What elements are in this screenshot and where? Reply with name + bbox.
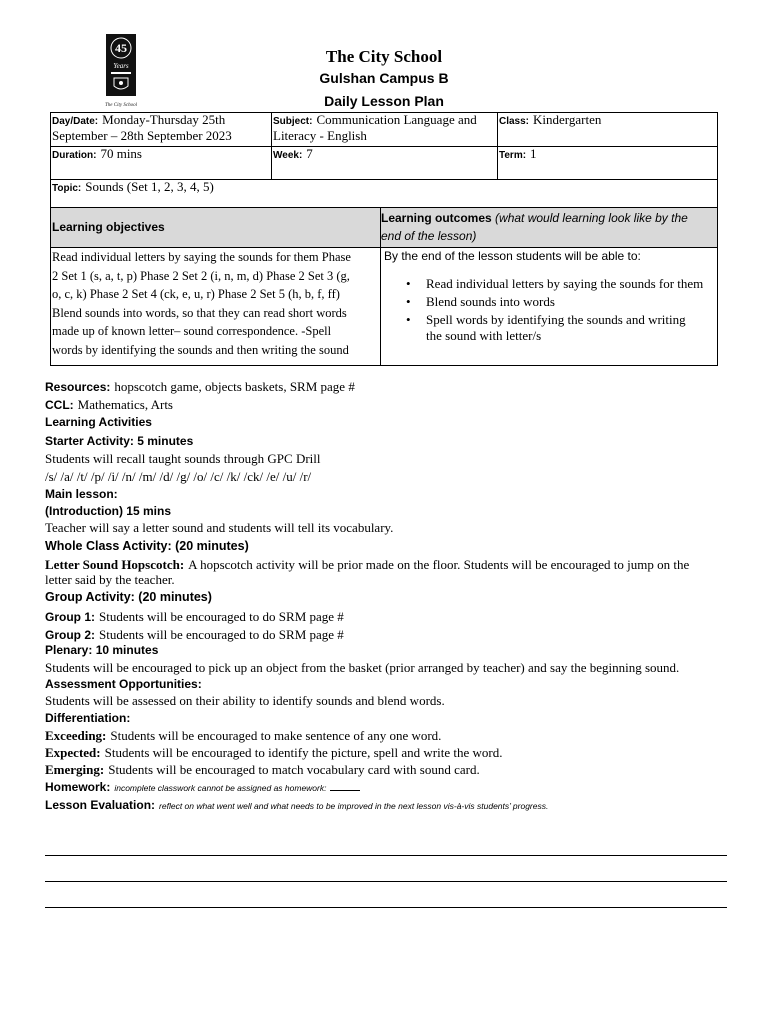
week-label: Week: [273,150,303,161]
outcomes-intro: By the end of the lesson students will be able to: [384,249,641,263]
expected-label: Expected: [45,745,101,760]
day-date-value-2: September – 28th September 2023 [52,128,232,143]
emerging-line [45,761,480,779]
emerging-label: Emerging: [45,762,105,777]
objectives-heading-cell [52,208,380,247]
learning-activities-heading: Learning Activities [45,415,152,429]
lesson-info-table [50,112,718,366]
class-label: Class: [499,116,530,127]
class-cell [499,113,717,146]
exceeding-line [45,727,441,745]
ccl-label: CCL: [45,398,74,412]
term-value: 1 [530,147,537,161]
subject-value: Communication Language and [316,113,477,127]
resources-line [45,378,355,396]
objective-line: words by identifying the sounds and then writing the sound [52,342,349,357]
group-2-label: Group 2: [45,628,95,642]
differentiation-heading: Differentiation: [45,711,131,725]
outcomes-content [384,249,717,365]
term-cell [499,147,717,179]
topic-label: Topic: [52,183,82,194]
evaluation-writing-line[interactable] [45,855,727,856]
homework-note: incomplete classwork cannot be assigned as homework: [114,783,327,793]
outcome-item: • Read individual letters by saying the sounds for them [384,276,717,292]
subject-label: Subject: [273,116,313,127]
assessment-text: Students will be assessed on their ability to identify sounds and blend words. [45,693,445,708]
document-title: Daily Lesson Plan [324,93,444,109]
assessment-heading: Assessment Opportunities: [45,677,202,691]
homework-label: Homework: [45,780,111,794]
main-lesson-heading: Main lesson: [45,487,118,501]
evaluation-writing-line[interactable] [45,907,727,908]
group-1-line [45,608,344,626]
day-date-label: Day/Date: [52,116,99,127]
outcomes-heading-note: (what would learning look like by the [495,211,688,225]
introduction-heading: (Introduction) 15 mins [45,504,171,518]
logo-caption: The City School [105,103,137,108]
hopscotch-text: A hopscotch activity will be prior made on the floor. Students will be encouraged to jump on the [188,557,690,572]
topic-cell [52,180,717,207]
logo-years: 45 [115,41,127,55]
ccl-value: Mathematics, Arts [77,397,173,412]
objectives-content [52,248,380,365]
outcome-item: • Blend sounds into words [384,294,717,310]
introduction-text: Teacher will say a letter sound and students will tell its vocabulary. [45,520,394,535]
week-cell [273,147,497,179]
duration-cell [52,147,271,179]
group-activity-heading: Group Activity: (20 minutes) [45,590,212,604]
evaluation-label: Lesson Evaluation: [45,798,156,812]
objective-line: Blend sounds into words, so that they can read short words [52,305,347,320]
evaluation-line [45,796,548,814]
day-date-cell [52,113,271,146]
homework-line [45,778,360,796]
logo-years-word: Years [113,62,129,70]
topic-value: Sounds (Set 1, 2, 3, 4, 5) [85,180,214,194]
evaluation-writing-line[interactable] [45,881,727,882]
emerging-text: Students will be encouraged to match vocabulary card with sound card. [108,762,480,777]
outcomes-heading-cell [381,208,717,247]
evaluation-note: reflect on what went well and what needs to be improved in the next lesson vis-à-vis students’ progress. [159,801,549,811]
duration-value: 70 mins [100,147,142,161]
group-2-text: Students will be encouraged to do SRM page # [99,627,344,642]
expected-line [45,744,502,762]
outcomes-list [384,276,717,344]
hopscotch-text-continued: letter said by the teacher. [45,572,175,587]
objective-line: 2 Set 1 (s, a, t, p) Phase 2 Set 2 (i, n, m, d) Phase 2 Set 3 (g, [52,268,350,283]
objective-line: o, c, k) Phase 2 Set 4 (ck, e, u, r) Phase 2 Set 5 (h, b, f, ff) [52,287,340,301]
outcome-item: • Spell words by identifying the sounds and writing the sound with letter/s [384,312,717,344]
resources-label: Resources: [45,380,111,394]
outcomes-heading: Learning outcomes [381,211,492,225]
exceeding-text: Students will be encouraged to make sentence of any one word. [110,728,442,743]
starter-activity-heading: Starter Activity: 5 minutes [45,434,194,448]
group-2-line [45,626,344,644]
school-name: The City School [325,47,443,66]
group-1-label: Group 1: [45,610,95,624]
class-value: Kindergarten [533,113,602,127]
subject-cell [273,113,497,146]
week-value: 7 [306,147,313,161]
term-label: Term: [499,150,527,161]
objective-line: made up of known letter– sound correspondence. -Spell [52,324,332,338]
day-date-value: Monday-Thursday 25th [102,113,226,127]
ccl-line [45,396,173,414]
group-1-text: Students will be encouraged to do SRM page # [99,609,344,624]
expected-text: Students will be encouraged to identify the picture, spell and write the word. [104,745,503,760]
duration-label: Duration: [52,150,97,161]
plenary-text: Students will be encouraged to pick up an object from the basket (prior arranged by teacher) and say the beginning sound. [45,660,680,675]
outcomes-heading-note-2: end of the lesson) [381,229,477,243]
subject-value-2: Literacy - English [273,128,367,143]
campus-name: Gulshan Campus B [319,70,449,86]
sounds-list: /s/ /a/ /t/ /p/ /i/ /n/ /m/ /d/ /g/ /o/ /c/ /k/ /ck/ /e/ /u/ /r/ [45,469,312,484]
objective-line: Read individual letters by saying the sounds for them Phase [52,250,351,264]
resources-value: hopscotch game, objects baskets, SRM page # [114,379,355,394]
starter-activity-text: Students will recall taught sounds through GPC Drill [45,451,321,466]
objectives-heading: Learning objectives [52,220,165,234]
homework-blank[interactable] [330,782,360,791]
hopscotch-label: Letter Sound Hopscotch: [45,557,185,572]
plenary-heading: Plenary: 10 minutes [45,643,159,657]
exceeding-label: Exceeding: [45,728,107,743]
whole-class-heading: Whole Class Activity: (20 minutes) [45,539,249,553]
